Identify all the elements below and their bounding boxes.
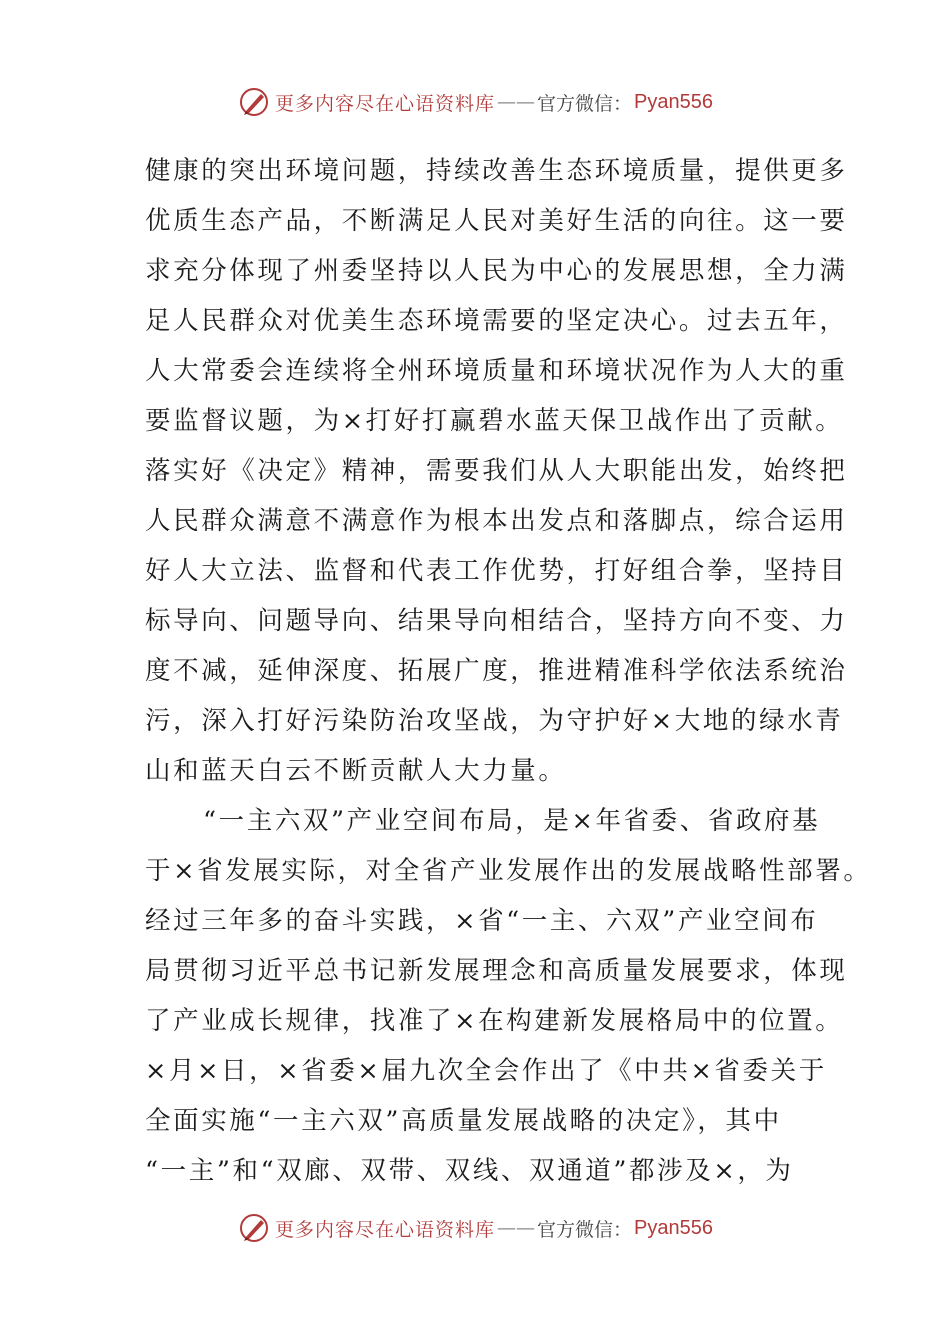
banner-wechat-label: 官方微信： (537, 1218, 633, 1241)
text-line: 优质生态产品，不断满足人民对美好生活的向往。这一要 (145, 206, 848, 236)
banner-separator: —— (497, 1217, 536, 1239)
text-line: 了产业成长规律，找准了×在构建新发展格局中的位置。 (145, 1006, 844, 1036)
banner-wechat-id: Pyan556 (634, 1216, 713, 1239)
text-line: 人大常委会连续将全州环境质量和环境状况作为人大的重 (145, 356, 848, 386)
text-line: 求充分体现了州委坚持以人民为中心的发展思想，全力满 (145, 256, 848, 286)
footer-banner (0, 1208, 950, 1248)
text-line: “一主”和“双廊、双带、双线、双通道”都涉及×，为 (145, 1156, 794, 1186)
text-line: 污，深入打好污染防治攻坚战，为守护好×大地的绿水青 (145, 706, 844, 736)
text-line: 局贯彻习近平总书记新发展理念和高质量发展要求，体现 (145, 956, 848, 986)
pen-logo-icon (237, 1211, 271, 1245)
banner-wechat-id: Pyan556 (634, 90, 713, 113)
text-line: 足人民群众对优美生态环境需要的坚定决心。过去五年， (145, 306, 848, 336)
text-line: 落实好《决定》精神，需要我们从人大职能出发，始终把 (145, 456, 848, 486)
text-line: 经过三年多的奋斗实践，×省“一主、六双”产业空间布 (145, 906, 819, 936)
text-line: 全面实施“一主六双”高质量发展战略的决定》，其中 (145, 1106, 782, 1136)
text-line: 标导向、问题导向、结果导向相结合，坚持方向不变、力 (145, 606, 848, 636)
text-line: 于×省发展实际，对全省产业发展作出的发展战略性部署。 (145, 856, 872, 886)
pen-logo-icon (237, 85, 271, 119)
text-line: 要监督议题，为×打好打赢碧水蓝天保卫战作出了贡献。 (145, 406, 844, 436)
text-line: 人民群众满意不满意作为根本出发点和落脚点，综合运用 (145, 506, 848, 536)
text-line: 山和蓝天白云不断贡献人大力量。 (145, 756, 567, 786)
header-banner (0, 82, 950, 122)
banner-text: 更多内容尽在心语资料库 (275, 92, 496, 115)
text-line: 好人大立法、监督和代表工作优势，打好组合拳，坚持目 (145, 556, 848, 586)
text-line: ×月×日，×省委×届九次全会作出了《中共×省委关于 (145, 1056, 827, 1086)
banner-separator: —— (497, 91, 536, 113)
banner-wechat-label: 官方微信： (537, 92, 633, 115)
banner-text: 更多内容尽在心语资料库 (275, 1218, 496, 1241)
paragraph-start-line: “一主六双”产业空间布局，是×年省委、省政府基 (203, 806, 821, 836)
document-body (145, 146, 872, 1196)
text-line: 健康的突出环境问题，持续改善生态环境质量，提供更多 (145, 156, 848, 186)
text-line: 度不减，延伸深度、拓展广度，推进精准科学依法系统治 (145, 656, 848, 686)
